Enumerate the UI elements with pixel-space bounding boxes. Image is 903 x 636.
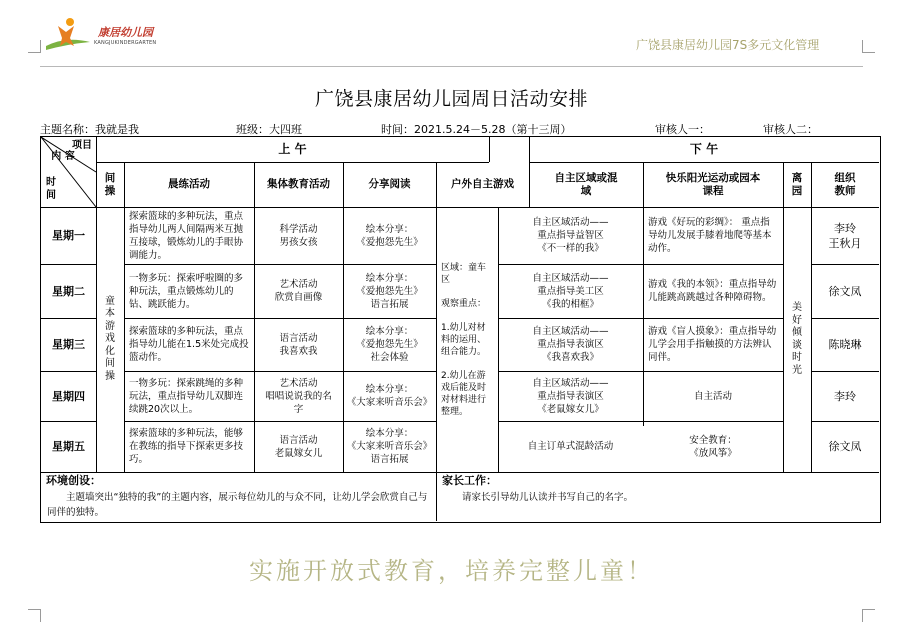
group-activity-thursday: 艺术活动 唱唱说说我的名字: [265, 377, 332, 415]
morning-activity-friday: 探索篮球的多种玩法，能够在教练的指导下探索更多技巧。: [129, 428, 244, 465]
morning-activity-thursday: 一物多玩：探索跳绳的多种玩法，重点指导幼儿双脚连续跳20次以上。: [129, 377, 244, 415]
day-monday: 星期一: [52, 229, 85, 242]
teacher-monday: 李玲 王秋月: [828, 221, 862, 250]
class-name: 班级：大四班: [236, 123, 302, 136]
col-teacher-header: 组织教师: [834, 171, 856, 197]
teacher-tuesday: 徐文凤: [828, 284, 862, 298]
reviewer-two: 审核人二：: [763, 123, 818, 136]
sunshine-wednesday: 游戏《盲人摸象》：重点指导幼儿学会用手指触摸的方法辨认同伴。: [648, 326, 777, 363]
pm-header: 下 午: [689, 142, 719, 156]
day-wednesday: 星期三: [52, 338, 85, 351]
page-title: 广饶县康居幼儿园周日活动安排: [314, 88, 588, 110]
sunshine-friday: 安全教育： 《放风筝》: [689, 434, 737, 459]
reading-wednesday: 绘本分享： 《爱抱怨先生》 社会体验: [356, 326, 423, 363]
group-activity-wednesday: 语言活动 我喜欢我: [279, 332, 318, 357]
reading-thursday: 绘本分享： 《大家来听音乐会》: [346, 384, 433, 408]
col-morning-header: 晨练活动: [168, 178, 210, 190]
col-group-header: 集体教育活动: [267, 178, 330, 190]
teacher-thursday: 李玲: [834, 389, 856, 403]
am-header: 上 午: [278, 142, 307, 156]
group-activity-friday: 语言活动 老鼠嫁女儿: [274, 434, 323, 459]
env-label: 环境创设：: [46, 474, 101, 487]
region-tuesday: 自主区域活动—— 重点指导美工区 《我的相框》: [532, 272, 609, 310]
region-monday: 自主区域活动—— 重点指导益智区 《不一样的我》: [532, 217, 609, 254]
corner-time-label: 时间: [46, 177, 56, 201]
col-leave-header: 离园: [791, 171, 803, 197]
morning-activity-tuesday: 一物多玩：探索呼啦圈的多种玩法，重点锻炼幼儿的钻、跳跃能力。: [129, 272, 244, 310]
day-thursday: 星期四: [52, 389, 85, 403]
env-text: 主题墙突出“独特的我”的主题内容，展示每位幼儿的与众不同，让幼儿学会欣赏自己与同伴的独特。: [47, 492, 428, 518]
sunshine-tuesday: 游戏《我的本领》：重点指导幼儿能跳高跳越过各种障碍物。: [648, 279, 777, 303]
day-friday: 星期五: [52, 440, 85, 453]
crop-mark-bottom-left: [28, 609, 41, 622]
slogan: 实施开放式教育，培养完整儿童！: [249, 557, 654, 585]
region-friday: 自主订单式混龄活动: [527, 441, 614, 452]
outdoor-spanning-cell: 区域：童车区 观察重点： 1.幼儿对材料的运用、组合能力。 2.幼儿在游戏后能及时对材料进行整理。: [441, 262, 487, 417]
morning-activity-wednesday: 探索篮球的多种玩法，重点指导幼儿能在1.5米处完成投篮动作。: [129, 326, 249, 363]
org-header-text: 广饶县康居幼儿园7S多元文化管理: [636, 38, 820, 52]
home-text: 请家长引导幼儿认读并书写自己的名字。: [462, 492, 634, 503]
teacher-wednesday: 陈晓琳: [828, 338, 862, 351]
morning-activity-monday: 探索篮球的多种玩法，重点指导幼儿两人间隔两米互抛互接球，锻炼幼儿的手眼协调能力。: [129, 210, 244, 261]
crop-mark-top-left: [28, 40, 41, 53]
corner-content-label: 内 容: [51, 150, 75, 162]
group-activity-tuesday: 艺术活动 欣赏自画像: [274, 279, 323, 303]
region-thursday: 自主区域活动—— 重点指导表演区 《老鼠嫁女儿》: [532, 377, 609, 415]
col-outdoor-header: 户外自主游戏: [451, 178, 514, 190]
teacher-friday: 徐文凤: [828, 440, 862, 453]
group-activity-monday: 科学活动 男孩女孩: [279, 223, 318, 248]
exercise-spanning-cell: 童本游戏化间操: [105, 295, 115, 382]
logo-en-text: KANGJUKINDERGARTEN: [94, 40, 157, 46]
crop-mark-top-right: [862, 40, 875, 53]
home-label: 家长工作：: [442, 474, 497, 487]
day-tuesday: 星期二: [52, 284, 85, 298]
crop-mark-bottom-right: [862, 609, 875, 622]
region-wednesday: 自主区域活动—— 重点指导表演区 《我喜欢我》: [532, 326, 609, 363]
schedule-table: [40, 136, 881, 523]
reading-tuesday: 绘本分享： 《爱抱怨先生》 语言拓展: [356, 272, 423, 310]
logo-cn-text: 康居幼儿园: [98, 26, 153, 39]
sunshine-thursday: 自主活动: [693, 390, 732, 402]
reading-friday: 绘本分享： 《大家来听音乐会》 语言拓展: [346, 428, 433, 465]
sunshine-monday: 游戏《好玩的彩绸》： 重点指导幼儿发展手膝着地爬等基本动作。: [648, 217, 772, 254]
kindergarten-logo: [44, 16, 164, 52]
week-time: 时间：2021.5.24－5.28（第十三周）: [381, 123, 572, 136]
corner-project-label: 项目: [72, 139, 92, 151]
reviewer-one: 审核人一：: [655, 123, 710, 136]
col-reading-header: 分享阅读: [368, 178, 411, 190]
logo-figure-icon: [44, 16, 94, 52]
col-region-header: 自主区域或混域: [554, 171, 618, 197]
header-divider: [40, 66, 863, 67]
leave-spanning-cell: 美好倾谈时光: [792, 302, 802, 376]
reading-monday: 绘本分享： 《爱抱怨先生》: [356, 223, 423, 248]
col-sunshine-header: 快乐阳光运动或园本课程: [665, 171, 761, 197]
col-exercise-header: 间操: [104, 171, 116, 197]
theme-name: 主题名称：我就是我: [40, 123, 139, 136]
